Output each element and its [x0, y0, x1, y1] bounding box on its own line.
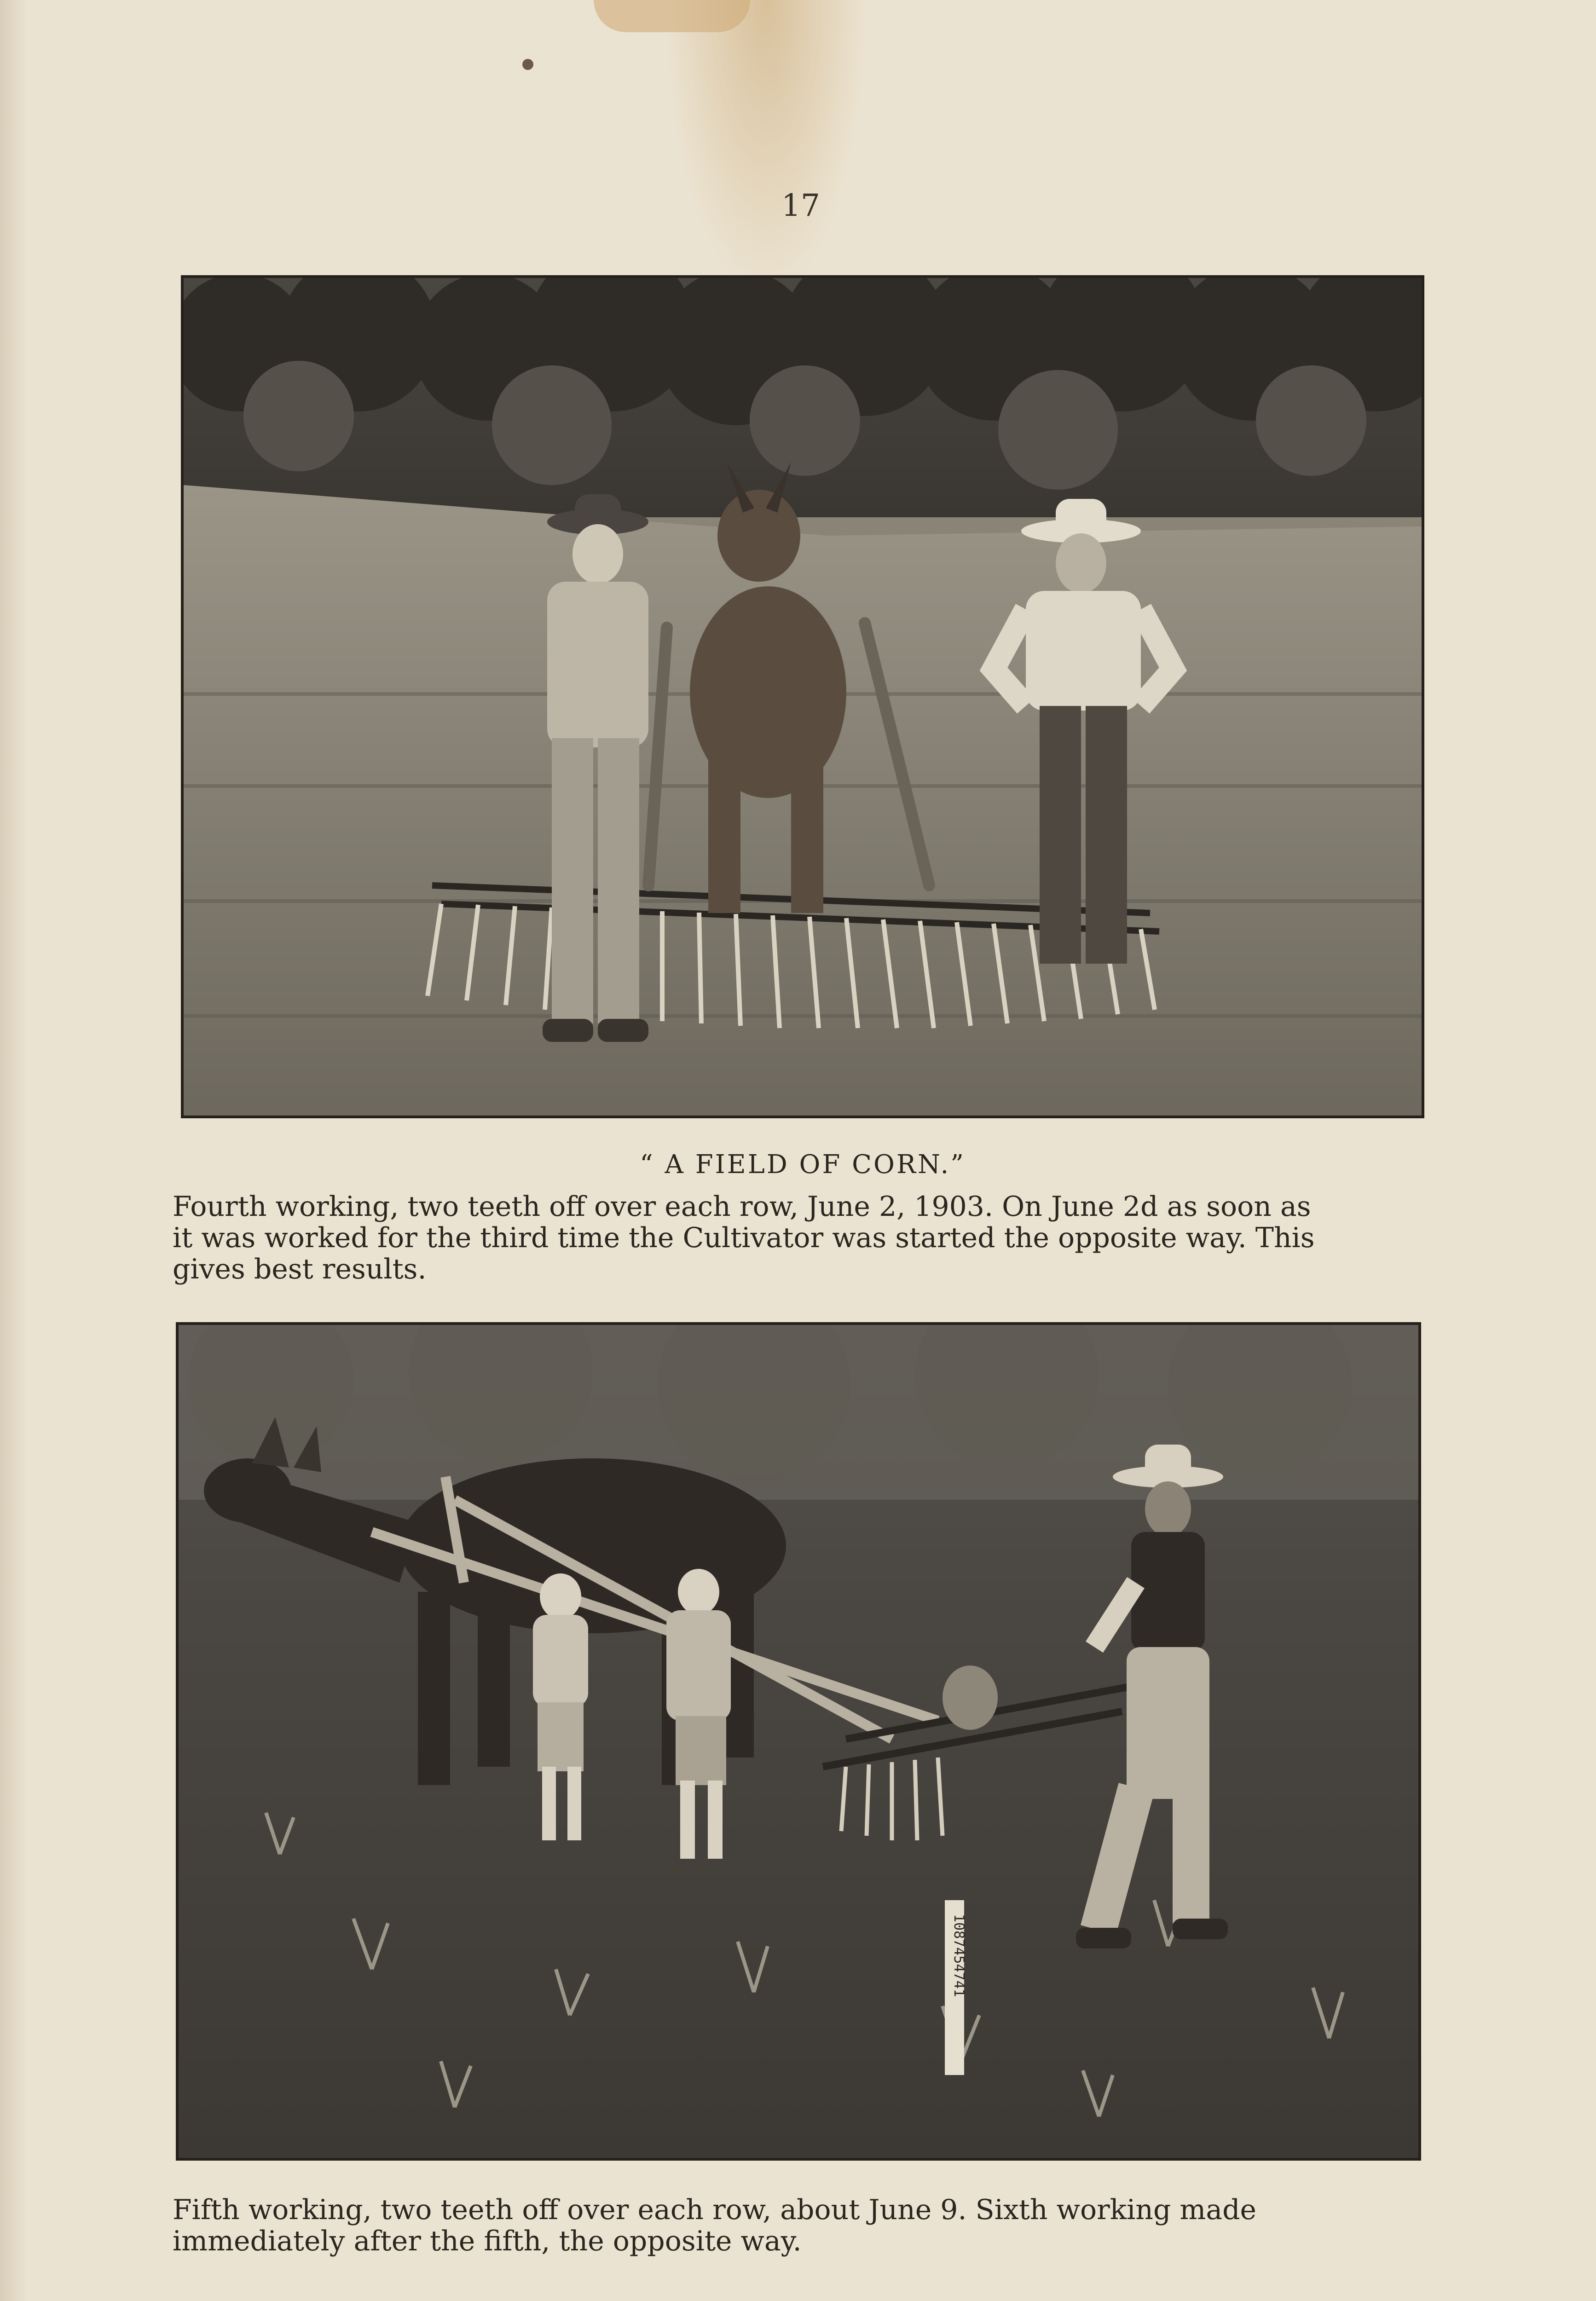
- paper-stain: [594, 0, 750, 32]
- stake-label: 1087454741: [951, 1914, 967, 1997]
- figure2-caption-line: Fifth working, two teeth off over each row, about June 9. Sixth working made: [173, 2194, 1256, 2226]
- figure1-caption-line: it was worked for the third time the Cultivator was started the opposite way. This: [173, 1222, 1315, 1254]
- figure2-caption: [173, 2194, 1424, 2257]
- photo-fifth-working-image: [179, 1325, 1418, 2158]
- figure2-caption-line: immediately after the fifth, the opposite way.: [173, 2225, 802, 2257]
- photo-field-of-corn-image: [184, 278, 1422, 1116]
- figure1-caption-line: Fourth working, two teeth off over each row, June 2, 1903. On June 2d as soon as: [173, 1191, 1311, 1223]
- figure1-title: “ A FIELD OF CORN.”: [640, 1150, 966, 1179]
- page-number: 17: [781, 188, 820, 223]
- figure1-caption: [173, 1191, 1424, 1285]
- paper-spot: [522, 59, 533, 70]
- photo-fifth-working: [176, 1322, 1421, 2161]
- photo-field-of-corn: [181, 275, 1424, 1118]
- figure1-caption-line: gives best results.: [173, 1253, 427, 1285]
